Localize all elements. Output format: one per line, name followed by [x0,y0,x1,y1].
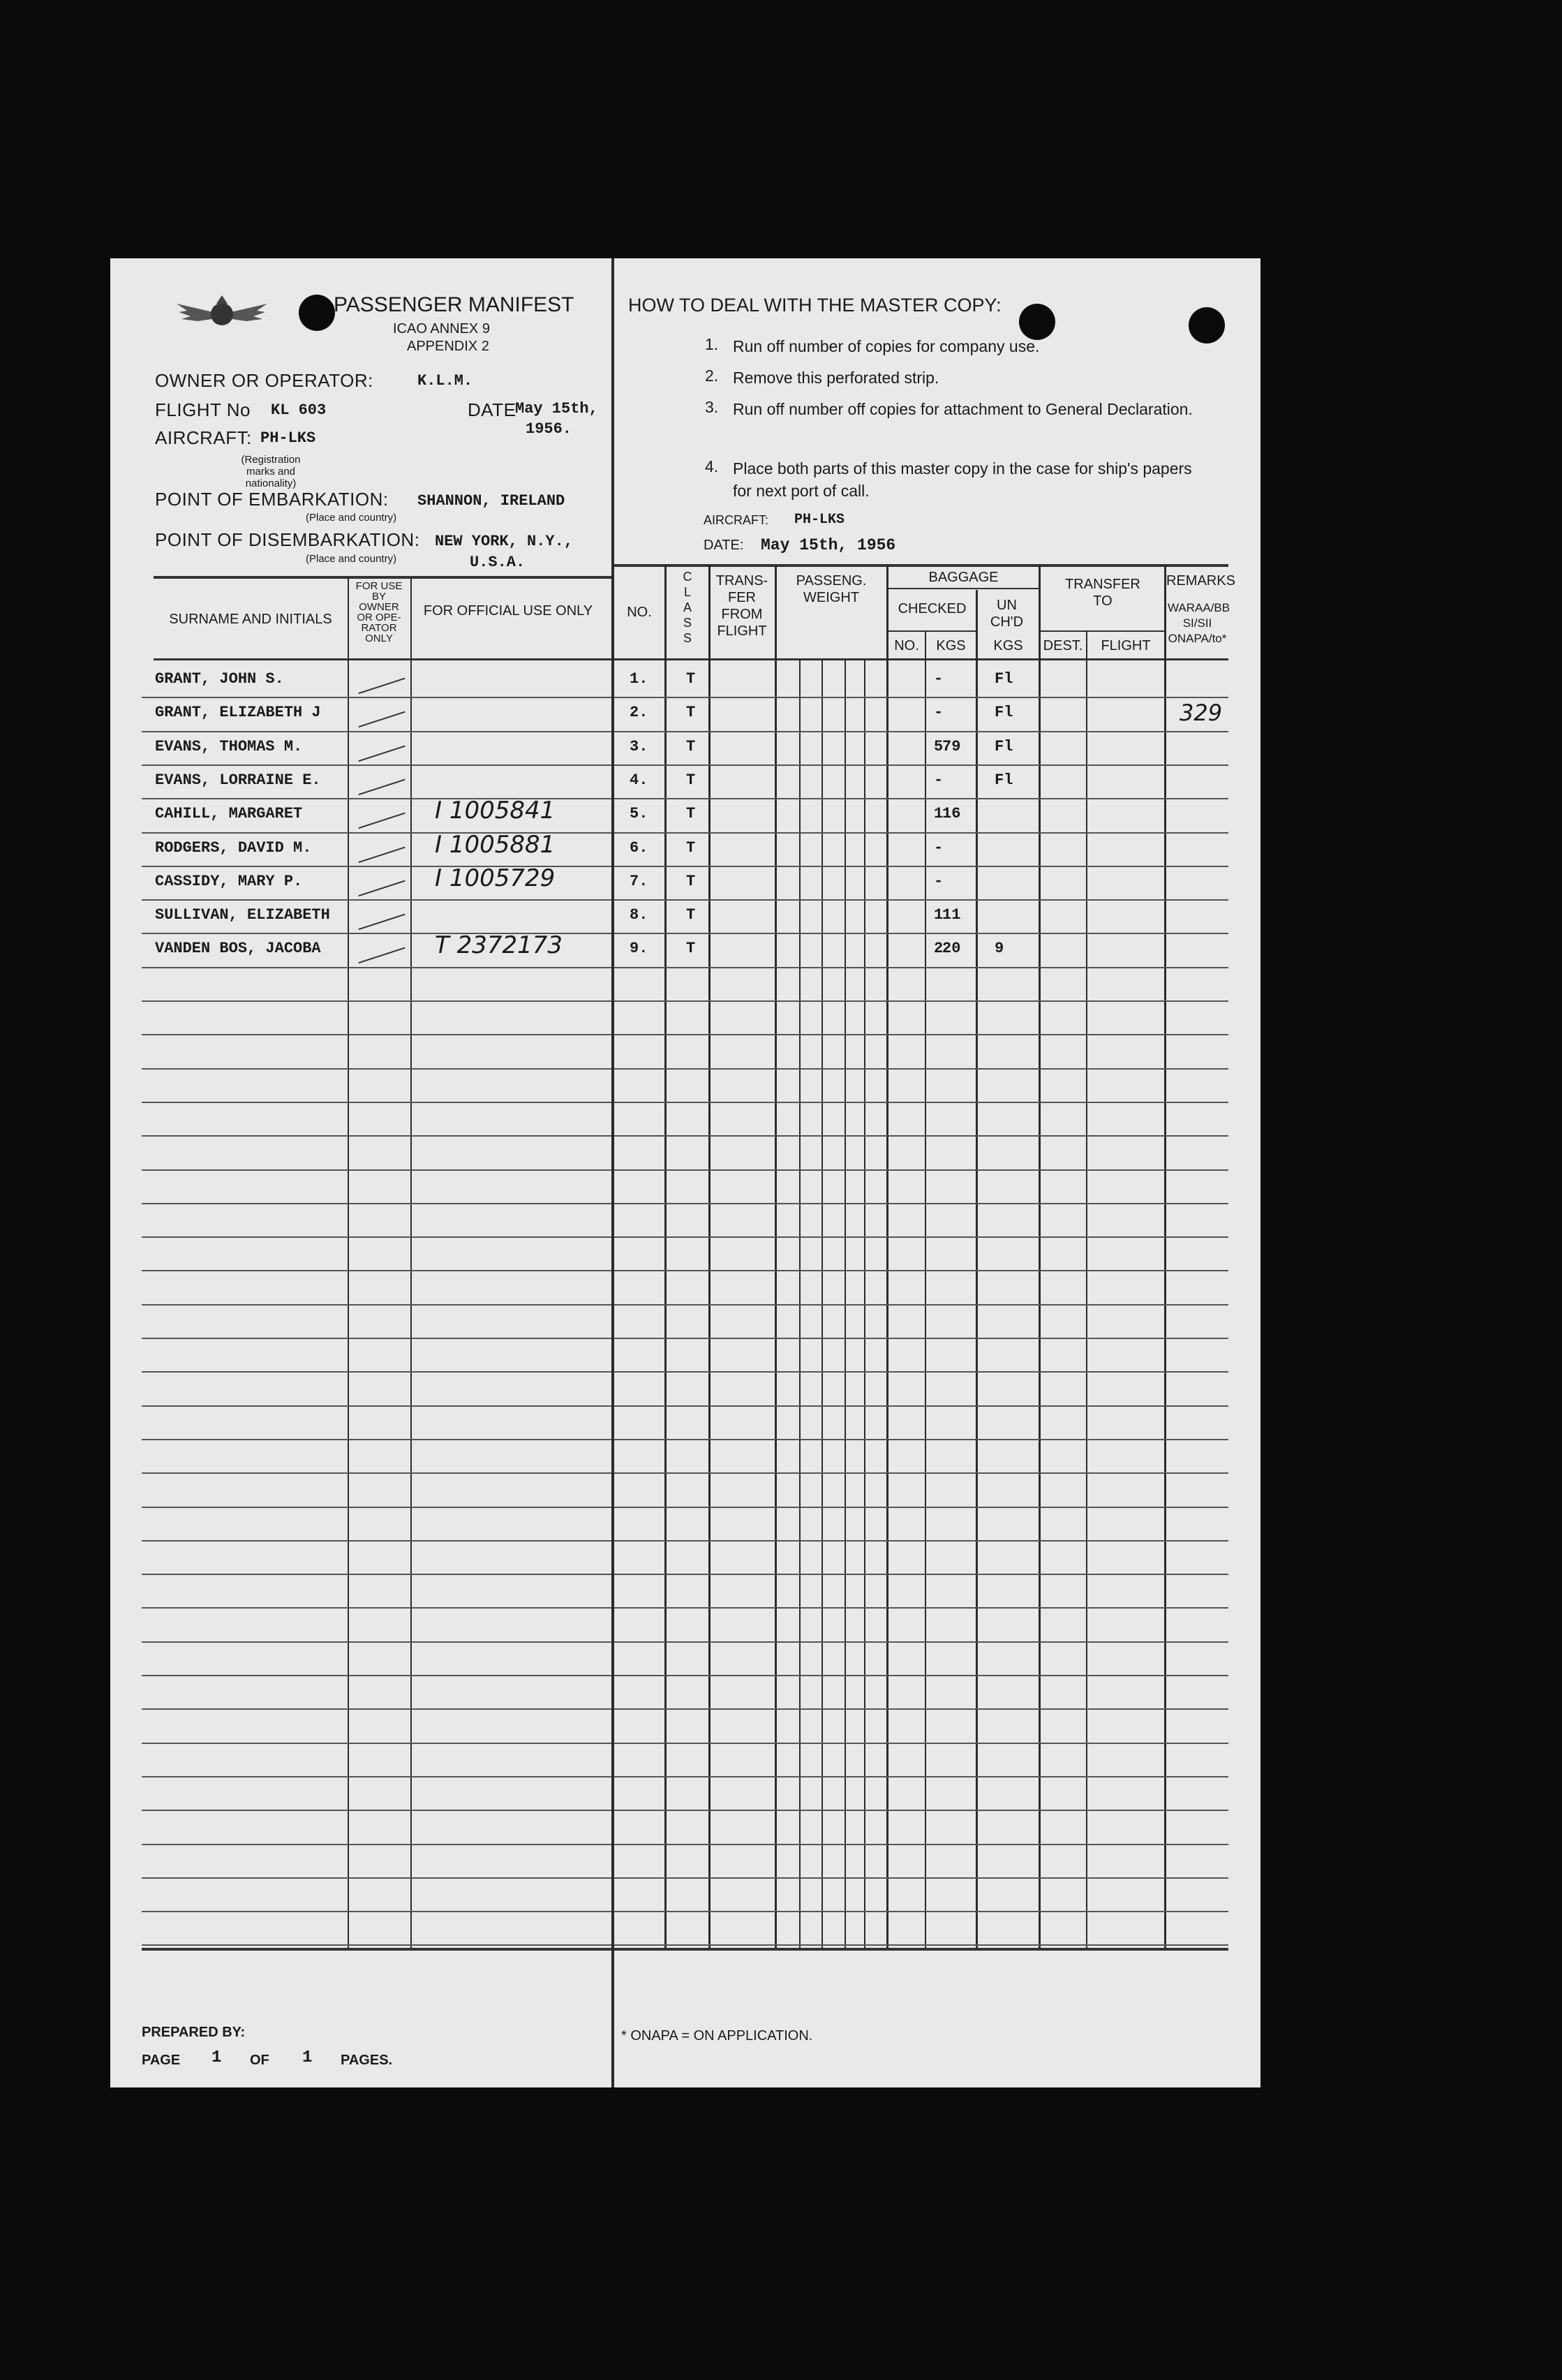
passenger-number: 4. [630,771,648,789]
disembarkation-label: POINT OF DISEMBARKATION: [155,529,420,550]
remarks-value: 329 [1180,700,1223,727]
col-divider-weight [886,564,888,1948]
owner-value: K.L.M. [417,372,473,390]
owner-use-tick [352,727,405,761]
row-rule [142,1203,611,1204]
registration-note: (Registration marks and nationality) [241,454,301,489]
passenger-class: T [686,704,696,722]
instructions-date-value: May 15th, 1956 [761,536,896,554]
punch-hole [299,295,335,331]
passenger-class: T [686,670,696,688]
punch-hole [1189,307,1225,343]
page-label: PAGE [142,2053,181,2068]
row-rule [142,1034,611,1035]
row-rule [142,1607,611,1609]
passenger-name: CAHILL, MARGARET [155,805,303,823]
instruction-text: Run off number of copies for company use. [733,337,1040,355]
col-divider-no [664,564,667,1948]
row-rule [142,1371,611,1373]
passenger-number: 9. [630,940,648,958]
passenger-class: T [686,838,696,857]
instruction-text: Remove this perforated strip. [733,369,939,387]
embarkation-note: (Place and country) [306,512,397,524]
col-dest: DEST. [1043,638,1083,653]
passenger-number: 3. [630,737,648,755]
row-rule [142,1102,611,1103]
passenger-number: 6. [630,838,648,857]
row-rule [142,1810,611,1811]
row-rule [614,1574,1228,1575]
col-remarks-codes: WARAA/BB SI/SII ONAPA/to* [1168,601,1230,645]
row-rule [614,1776,1228,1777]
passenger-class: T [686,771,696,789]
passenger-name: RODGERS, DAVID M. [155,838,312,857]
flight-label: FLIGHT No [155,399,251,420]
passenger-class: T [686,872,696,890]
instructions-date-label: DATE: [704,538,744,553]
row-rule [614,1472,1228,1474]
row-rule [614,1270,1228,1271]
unchecked-kgs: Fl [995,670,1013,688]
owner-use-tick [352,863,405,896]
baggage-count: - [934,771,944,789]
baggage-count: - [934,872,944,890]
row-rule [614,1304,1228,1306]
onapa-note: * ONAPA = ON APPLICATION. [621,2028,813,2043]
col-remarks: REMARKS [1166,573,1235,589]
row-rule [142,1641,611,1643]
col-class: CLASS [683,570,692,645]
aircraft-label: AIRCRAFT: [155,427,252,448]
owner-use-tick [352,660,405,694]
row-rule [614,1034,1228,1035]
row-rule [142,1068,611,1070]
row-rule [142,1304,611,1306]
instruction-text: Place both parts of this master copy in the case for ship's papers for next port of call. [733,459,1192,500]
row-rule [614,899,1228,901]
row-rule [614,697,1228,698]
disembarkation-value-line1: NEW YORK, N.Y., [435,533,574,550]
right-table-bottom-rule [614,1948,1228,1951]
row-rule [142,1135,611,1137]
appendix: APPENDIX 2 [407,339,489,354]
row-rule [142,1507,611,1508]
baggage-count: - [934,670,944,688]
owner-label: OWNER OR OPERATOR: [155,370,373,391]
row-rule [614,1102,1228,1103]
baggage-kgs: 79 [942,737,961,755]
manifest-sheet [110,258,1260,2087]
row-rule [614,1911,1228,1912]
col-checked-kgs: KGS [936,638,966,653]
official-use-number: I 1005881 [435,830,556,859]
instruction-number: 4. [705,457,719,475]
embarkation-value: SHANNON, IRELAND [417,492,565,510]
instruction-number: 2. [705,367,719,385]
manifest-left-panel [110,258,614,2087]
passenger-class: T [686,805,696,823]
col-no: NO. [627,605,652,620]
unchecked-kgs: 9 [995,940,1004,958]
passenger-name: EVANS, LORRAINE E. [155,771,321,789]
passenger-name: CASSIDY, MARY P. [155,872,303,890]
row-rule [142,764,611,766]
row-rule [142,1405,611,1407]
baggage-subheader-rule [886,588,1039,589]
row-rule [614,1743,1228,1744]
instruction-text: Run off number off copies for attachment to General Declaration. [733,400,1193,418]
row-rule [142,1911,611,1912]
instructions-aircraft-value: PH-LKS [794,512,845,528]
official-use-number: T 2372173 [435,931,563,960]
row-rule [614,1439,1228,1440]
row-rule [142,731,611,732]
baggage-count: 1 [934,906,944,924]
col-owner-use: FOR USE BY OWNER OR OPE-RATOR ONLY [355,580,403,644]
owner-use-tick [352,896,405,930]
manifest-right-panel [614,258,1260,2087]
row-rule [614,967,1228,968]
row-rule [614,1540,1228,1542]
unchecked-kgs: Fl [995,771,1013,789]
klm-wings-logo [173,290,271,339]
passenger-name: EVANS, THOMAS M. [155,737,303,755]
owner-use-tick [352,694,405,727]
col-weight: PASSENG. WEIGHT [796,573,867,605]
col-divider-transfer-from [775,564,777,1948]
official-use-number: I 1005729 [435,864,556,892]
row-rule [614,933,1228,934]
pages-value: 1 [302,2048,313,2067]
disembarkation-note: (Place and country) [306,553,397,565]
date-label: DATE [468,399,516,420]
row-rule [614,1371,1228,1373]
col-transfer-to: TRANSFER TO [1065,577,1140,609]
row-rule [142,1675,611,1676]
page-value: 1 [211,2048,222,2067]
owner-use-tick [352,762,405,795]
row-rule [142,1776,611,1777]
row-rule [142,1236,611,1238]
row-rule [614,1507,1228,1508]
row-rule [614,798,1228,799]
row-rule [142,1540,611,1542]
row-rule [614,1338,1228,1339]
passenger-class: T [686,737,696,755]
col-unchd-kgs: KGS [993,638,1023,653]
row-rule [614,1000,1228,1002]
passenger-name: SULLIVAN, ELIZABETH [155,906,330,924]
col-official-use: FOR OFFICIAL USE ONLY [423,603,593,619]
passenger-number: 8. [630,906,648,924]
row-rule [614,1169,1228,1171]
row-rule [614,1607,1228,1609]
aircraft-value: PH-LKS [260,429,316,447]
passenger-number: 7. [630,872,648,890]
owner-use-tick [352,829,405,862]
manifest-title: PASSENGER MANIFEST [334,293,574,316]
col-divider-baggage [1039,564,1041,1948]
row-rule [614,1068,1228,1070]
instructions-aircraft-label: AIRCRAFT: [704,513,769,527]
passenger-number: 5. [630,805,648,823]
row-rule [614,832,1228,834]
flight-value: KL 603 [271,401,327,419]
row-rule [614,1708,1228,1710]
row-rule [142,1169,611,1171]
row-rule [614,731,1228,732]
row-rule [142,1877,611,1879]
disembarkation-value-line2: U.S.A. [470,554,526,571]
row-rule [614,866,1228,867]
row-rule [614,764,1228,766]
passenger-name: GRANT, ELIZABETH J [155,704,321,722]
owner-use-tick [352,795,405,829]
col-divider-checked-no [925,630,926,1948]
unchecked-kgs: Fl [995,737,1013,755]
right-table-header-rule [614,658,1228,660]
col-checked-no: NO. [894,638,919,653]
row-rule [142,1708,611,1710]
transfer-subheader-rule [1039,630,1164,632]
col-checked: CHECKED [898,601,967,616]
baggage-kgs: 20 [942,940,961,958]
col-divider-transfer [1164,564,1166,1948]
row-rule [614,1641,1228,1643]
row-rule [614,1944,1228,1946]
pages-label: PAGES. [341,2053,393,2068]
baggage-count: 2 [934,940,944,958]
prepared-by: PREPARED BY: [142,2025,246,2040]
row-rule [142,1000,611,1002]
row-rule [142,1472,611,1474]
col-divider-dest [1086,630,1087,1948]
col-unchd: UN CH'D [990,598,1024,630]
baggage-count: 1 [934,805,944,823]
col-transfer-from: TRANS-FER FROM FLIGHT [715,573,768,639]
col-baggage: BAGGAGE [928,570,999,585]
passenger-class: T [686,940,696,958]
row-rule [142,1439,611,1440]
baggage-count: - [934,838,944,857]
row-rule [614,1877,1228,1879]
instructions-title: HOW TO DEAL WITH THE MASTER COPY: [628,295,1002,316]
row-rule [614,1675,1228,1676]
row-rule [142,1338,611,1339]
embarkation-label: POINT OF EMBARKATION: [155,489,389,510]
passenger-name: GRANT, JOHN S. [155,670,284,688]
icao-annex: ICAO ANNEX 9 [393,321,490,337]
col-flight: FLIGHT [1101,638,1151,653]
instruction-number: 1. [705,335,719,353]
row-rule [142,899,611,901]
row-rule [614,1236,1228,1238]
row-rule [142,697,611,698]
of-label: OF [250,2053,269,2068]
col-divider-class [708,564,711,1948]
row-rule [614,1844,1228,1845]
row-rule [142,1574,611,1575]
owner-use-tick [352,930,405,963]
row-rule [614,1203,1228,1204]
row-rule [614,1405,1228,1407]
passenger-number: 2. [630,704,648,722]
instruction-number: 3. [705,398,719,416]
baggage-count: - [934,704,944,722]
passenger-number: 1. [630,670,648,688]
baggage-kgs: 11 [942,906,961,924]
official-use-number: I 1005841 [435,797,556,825]
table-top-rule [154,576,611,579]
date-value-line2: 1956. [526,420,572,438]
col-surname: SURNAME AND INITIALS [169,612,332,627]
col-divider-checked [976,590,978,1948]
row-rule [614,1135,1228,1137]
baggage-kgs: 16 [942,805,961,823]
unchecked-kgs: Fl [995,704,1013,722]
date-value-line1: May 15th, [515,400,598,417]
right-table-top-rule [614,564,1228,567]
row-rule [142,1743,611,1744]
row-rule [142,967,611,968]
row-rule [142,1270,611,1271]
table-header-rule [154,658,611,660]
table-bottom-rule [142,1948,611,1951]
passenger-class: T [686,906,696,924]
baggage-count: 5 [934,737,944,755]
row-rule [614,1810,1228,1811]
row-rule [142,1944,611,1946]
checked-subheader-rule [886,630,976,632]
passenger-name: VANDEN BOS, JACOBA [155,940,321,958]
row-rule [142,1844,611,1845]
